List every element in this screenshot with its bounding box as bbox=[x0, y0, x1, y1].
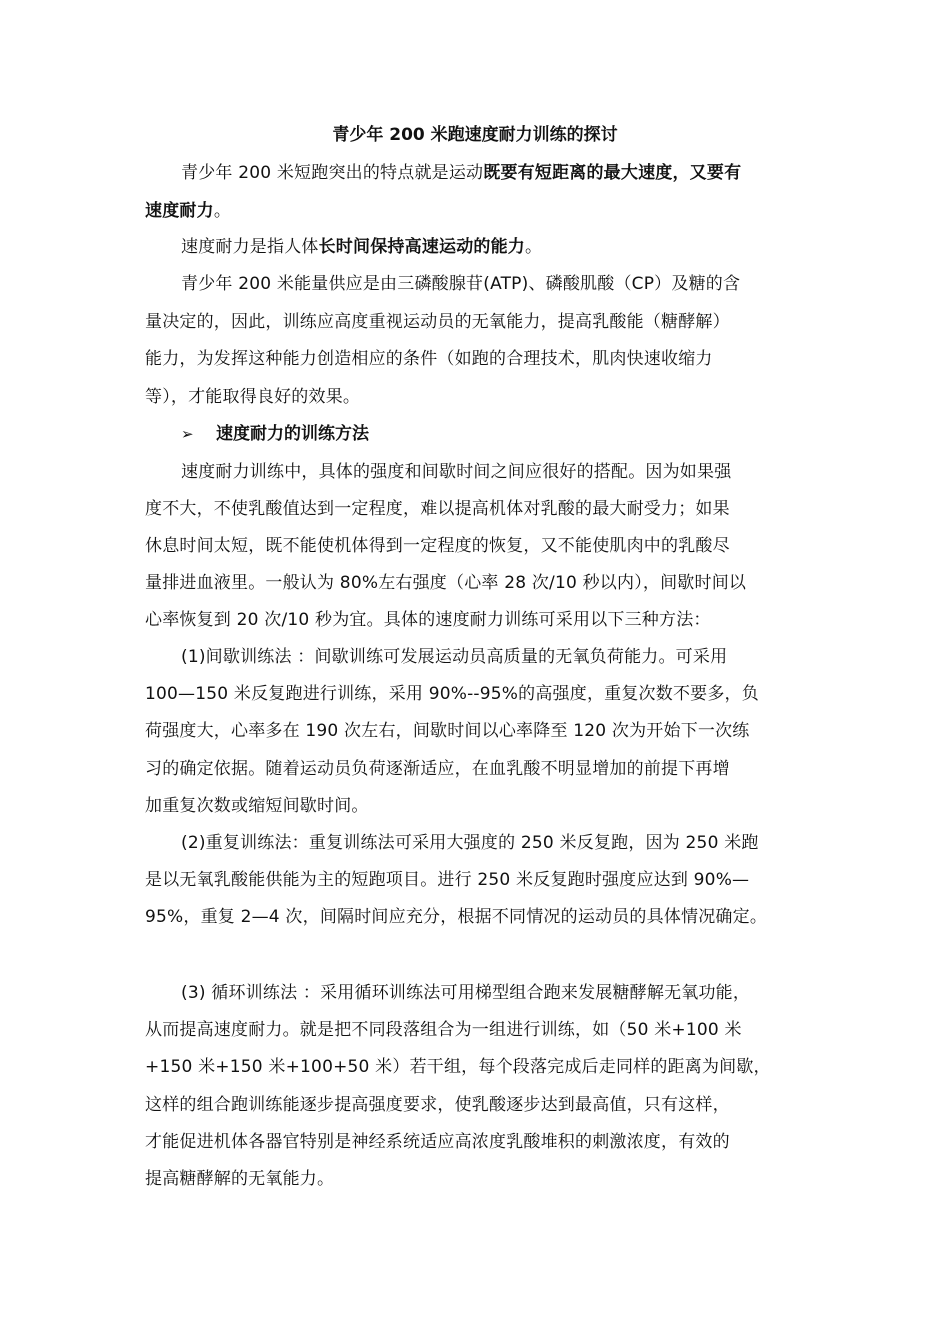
paragraph-7-line-3: +150 米+150 米+100+50 米）若干组，每个段落完成后走同样的距离为间歇， bbox=[145, 1057, 771, 1077]
section-heading: 速度耐力的训练方法 bbox=[216, 424, 369, 444]
paragraph-3-line-3: 能力，为发挥这种能力创造相应的条件（如跑的合理技术，肌肉快速收缩力 bbox=[145, 349, 713, 369]
paragraph-1-line-2 bbox=[145, 200, 231, 222]
paragraph-6-line-2: 是以无氧乳酸能供能为主的短跑项目。进行 250 米反复跑时强度应达到 90%— bbox=[145, 870, 750, 890]
paragraph-5-line-1: (1)间歇训练法 ：间歇训练可发展运动员高质量的无氧负荷能力。可采用 bbox=[181, 647, 728, 667]
p1-bold-text-2: 速度耐力 bbox=[145, 201, 214, 221]
paragraph-7-line-4: 这样的组合跑训练能逐步提高强度要求，使乳酸逐步达到最高值，只有这样， bbox=[145, 1095, 730, 1115]
paragraph-6-line-1: (2)重复训练法：重复训练法可采用大强度的 250 米反复跑，因为 250 米跑 bbox=[181, 833, 759, 853]
paragraph-3-line-4: 等），才能取得良好的效果。 bbox=[145, 387, 361, 407]
paragraph-6-line-3: 95%，重复 2—4 次，间隔时间应充分，根据不同情况的运动员的具体情况确定。 bbox=[145, 907, 768, 927]
paragraph-3-line-2: 量决定的，因此，训练应高度重视运动员的无氧能力，提高乳酸能（糖酵解） bbox=[145, 312, 730, 332]
paragraph-7-line-6: 提高糖酵解的无氧能力。 bbox=[145, 1169, 335, 1189]
p2-bold-text: 长时间保持高速运动的能力 bbox=[318, 237, 526, 257]
paragraph-4-line-5: 心率恢复到 20 次/10 秒为宜。具体的速度耐力训练可采用以下三种方法： bbox=[145, 610, 711, 630]
arrow-bullet-icon: ➢ bbox=[181, 425, 194, 443]
p1-text: 青少年 200 米短跑突出的特点就是运动 bbox=[181, 163, 484, 183]
paragraph-2-line-1 bbox=[181, 236, 542, 258]
p2-text: 速度耐力是指人体 bbox=[181, 237, 319, 257]
paragraph-1-line-1 bbox=[181, 162, 741, 184]
paragraph-5-line-2: 100—150 米反复跑进行训练，采用 90%--95%的高强度，重复次数不要多，负 bbox=[145, 684, 759, 704]
paragraph-4-line-2: 度不大，不使乳酸值达到一定程度，难以提高机体对乳酸的最大耐受力；如果 bbox=[145, 499, 730, 519]
paragraph-7-line-5: 才能促进机体各器官特别是神经系统适应高浓度乳酸堆积的刺激浓度，有效的 bbox=[145, 1132, 730, 1152]
paragraph-5-line-3: 荷强度大，心率多在 190 次左右，间歇时间以心率降至 120 次为开始下一次练 bbox=[145, 721, 750, 741]
document-title: 青少年 200 米跑速度耐力训练的探讨 bbox=[332, 125, 618, 145]
p2-end: 。 bbox=[525, 237, 543, 257]
paragraph-4-line-4: 量排进血液里。一般认为 80%左右强度（心率 28 次/10 秒以内），间歇时间以 bbox=[145, 573, 747, 593]
paragraph-4-line-1: 速度耐力训练中，具体的强度和间歇时间之间应很好的搭配。因为如果强 bbox=[181, 462, 732, 482]
paragraph-3-line-1: 青少年 200 米能量供应是由三磷酸腺苷(ATP)、磷酸肌酸（CP）及糖的含 bbox=[181, 274, 741, 294]
p1-end: 。 bbox=[213, 201, 232, 221]
paragraph-7-line-1: (3) 循环训练法 ：采用循环训练法可用梯型组合跑来发展糖酵解无氧功能， bbox=[181, 983, 751, 1003]
paragraph-4-line-3: 休息时间太短，既不能使机体得到一定程度的恢复，又不能使肌肉中的乳酸尽 bbox=[145, 536, 730, 556]
paragraph-5-line-5: 加重复次数或缩短间歇时间。 bbox=[145, 796, 369, 816]
paragraph-7-line-2: 从而提高速度耐力。就是把不同段落组合为一组进行训练，如（50 米+100 米 bbox=[145, 1020, 742, 1040]
p1-bold-text: 既要有短距离的最大速度，又要有 bbox=[483, 163, 742, 183]
paragraph-5-line-4: 习的确定依据。随着运动员负荷逐渐适应，在血乳酸不明显增加的前提下再增 bbox=[145, 759, 730, 779]
